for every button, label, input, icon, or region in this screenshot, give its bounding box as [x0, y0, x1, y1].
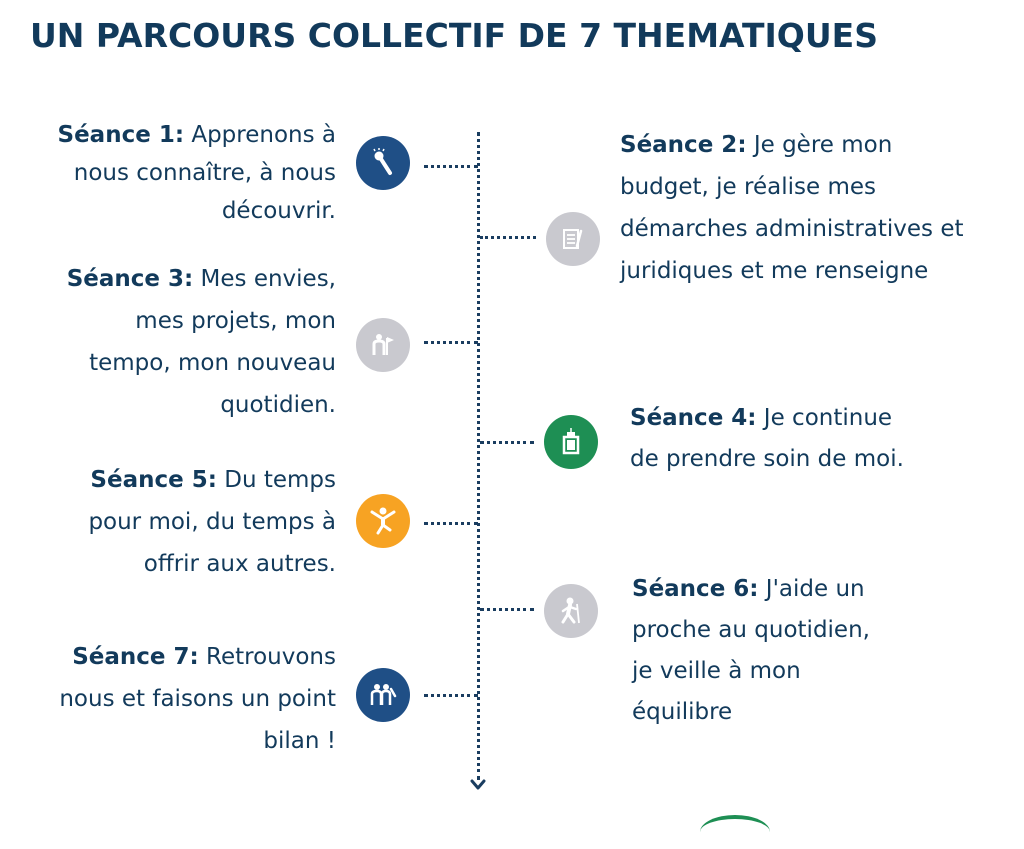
session-6-label: Séance 6:	[632, 576, 759, 602]
session-6-text	[632, 569, 892, 733]
document-pen-icon	[546, 212, 600, 266]
session-7-description: Retrouvons nous et faisons un point bilan !	[59, 644, 336, 754]
people-meeting-icon	[356, 668, 410, 722]
timeline-arrow-icon	[469, 776, 487, 794]
person-direction-icon	[356, 318, 410, 372]
session-3-text: Séance 3: Mes envies, mes projets, mon tempo, mon nouveau quotidien.	[66, 266, 336, 418]
connector-6	[480, 608, 534, 611]
connector-1	[424, 165, 478, 168]
session-7-label: Séance 7	[72, 644, 190, 670]
session-1-description: Apprenons à nous connaître, à nous découvrir.	[73, 122, 336, 224]
session-1-label: Séance 1	[57, 122, 175, 148]
decorative-arc	[700, 815, 770, 849]
timeline-line	[477, 132, 480, 780]
session-3-description: Mes envies, mes projets, mon tempo, mon nouveau quotidien.	[89, 266, 336, 418]
lantern-icon	[544, 415, 598, 469]
session-4-description: Je continue de prendre soin de moi.	[630, 405, 904, 472]
connector-5	[424, 522, 478, 525]
session-1-text: Séance 1: Apprenons à nous connaître, à nous découvrir.	[57, 122, 336, 224]
connector-3	[424, 341, 478, 344]
connector-2	[480, 236, 536, 239]
microphone-icon	[356, 136, 410, 190]
page-title: UN PARCOURS COLLECTIF DE 7 THEMATIQUES	[30, 16, 878, 55]
connector-4	[480, 441, 534, 444]
joyful-person-icon	[356, 494, 410, 548]
session-5-text	[40, 459, 336, 585]
session-5-description: Du temps pour moi, du temps à offrir aux autres.	[88, 467, 336, 577]
session-4-text	[630, 398, 920, 480]
session-2-text: Séance 2: Je gère mon budget, je réalise mes démarches administratives et juridiques et me renseigne	[620, 132, 964, 284]
connector-7	[424, 694, 478, 697]
session-5-label: Séance 5:	[90, 467, 217, 493]
session-2-label: Séance 2	[620, 132, 738, 158]
hiker-icon	[544, 584, 598, 638]
session-7-text: Séance 7: Retrouvons nous et faisons un point bilan !	[59, 644, 336, 754]
session-3-label: Séance 3	[66, 266, 185, 292]
session-4-label: Séance 4:	[630, 405, 757, 431]
session-6-description: J'aide un proche au quotidien, je veille à mon équilibre	[632, 576, 870, 725]
session-2-description: Je gère mon budget, je réalise mes démarches administratives et juridiques et me renseigne	[620, 132, 964, 284]
